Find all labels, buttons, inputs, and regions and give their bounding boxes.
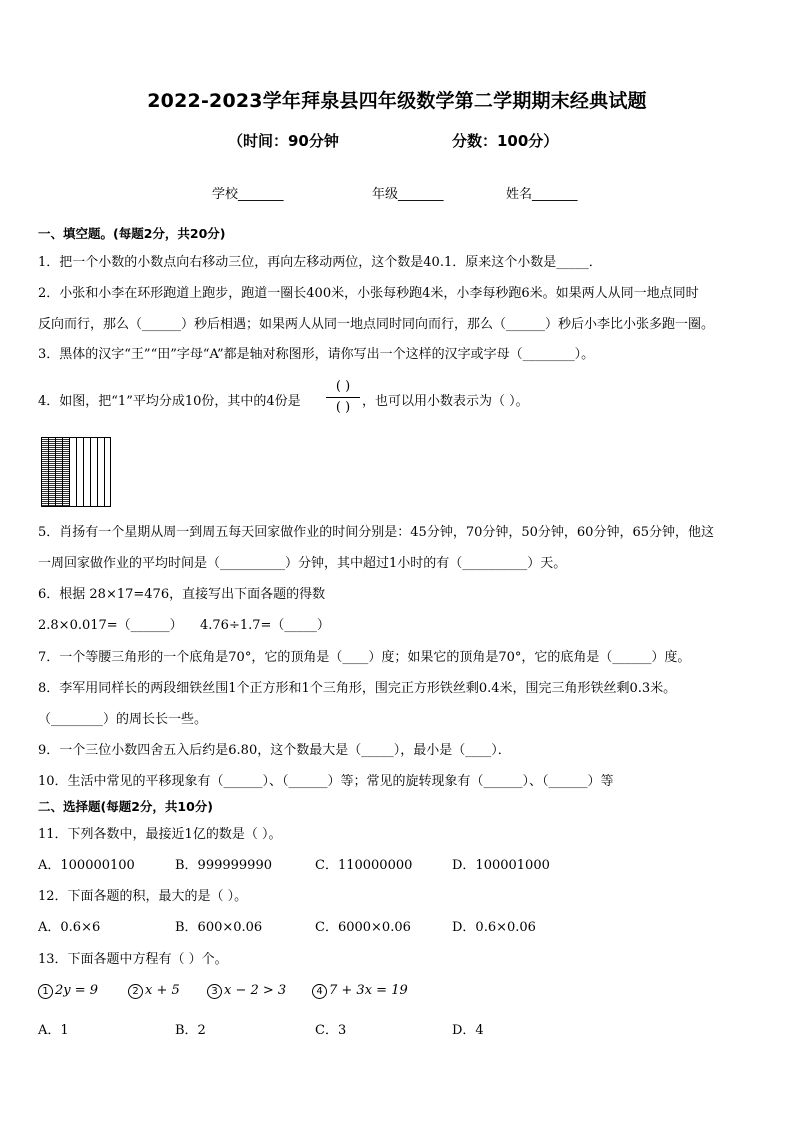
fraction-numerator: ( ) bbox=[335, 379, 351, 394]
circled-number: 1 bbox=[38, 984, 53, 999]
fraction-blank[interactable] bbox=[326, 378, 360, 417]
question-13: 13．下面各题中方程有（ ）个。 bbox=[38, 952, 228, 967]
section-heading-choice: 二、选择题(每题2分，共10分) bbox=[38, 799, 214, 814]
question-8-line-1: 8．李军用同样长的两段细铁丝围1个正方形和1个三角形，围完正方形铁丝剩0.4米，围完三角形铁丝剩0.3米。 bbox=[38, 681, 677, 696]
question-3: 3．黑体的汉字“王”“田”字母“A”都是轴对称图形，请你写出一个这样的汉字或字母（________）。 bbox=[38, 347, 595, 362]
q11-option-c[interactable]: C．110000000 bbox=[315, 858, 413, 873]
q13-option-b[interactable]: B．2 bbox=[175, 1023, 206, 1038]
question-2-line-1: 2．小张和小李在环形跑道上跑步，跑道一圈长400米，小张每秒跑4米，小李每秒跑6米。如果两人从同一地点同时 bbox=[38, 286, 699, 301]
part-divider bbox=[84, 438, 91, 506]
page-title: 2022-2023学年拜泉县四年级数学第二学期期末经典试题 bbox=[147, 90, 647, 112]
question-10: 10．生活中常见的平移现象有（______）、（______）等；常见的旋转现象有（______）、（______）等 bbox=[38, 774, 614, 789]
question-6a: 2.8×0.017=（______） bbox=[38, 618, 183, 633]
part-divider bbox=[77, 438, 84, 506]
ten-part-figure bbox=[41, 437, 111, 507]
question-12: 12．下面各题的积，最大的是（ ）。 bbox=[38, 889, 248, 904]
circled-number: 3 bbox=[207, 984, 222, 999]
exam-score: 分数：100分） bbox=[452, 132, 559, 150]
shaded-part bbox=[42, 438, 49, 506]
q12-option-d[interactable]: D．0.6×0.06 bbox=[452, 920, 536, 935]
question-2-line-2: 反向而行，那么（______）秒后相遇；如果两人从同一地点同时同向而行，那么（______）秒后小李比小张多跑一圈。 bbox=[38, 317, 715, 332]
name-field[interactable]: 姓名_______ bbox=[506, 187, 578, 202]
circled-number: 2 bbox=[128, 984, 143, 999]
question-4-part-2: ，也可以用小数表示为（ ）。 bbox=[362, 394, 529, 409]
question-11: 11．下列各数中，最接近1亿的数是（ ）。 bbox=[38, 827, 282, 842]
shaded-part bbox=[49, 438, 56, 506]
q13-expression: 7 + 3x = 19 bbox=[329, 983, 408, 998]
exam-time: （时间：90分钟 bbox=[228, 132, 339, 150]
circled-number: 4 bbox=[312, 984, 327, 999]
grade-field[interactable]: 年级_______ bbox=[372, 187, 444, 202]
q13-option-d[interactable]: D．4 bbox=[452, 1023, 484, 1038]
question-1: 1．把一个小数的小数点向右移动三位，再向左移动两位，这个数是40.1．原来这个小数是_____． bbox=[38, 255, 602, 270]
q11-option-b[interactable]: B．999999990 bbox=[175, 858, 272, 873]
q13-option-a[interactable]: A．1 bbox=[38, 1023, 69, 1038]
q13-expression: x + 5 bbox=[145, 983, 180, 998]
question-7: 7．一个等腰三角形的一个底角是70°，它的顶角是（____）度；如果它的顶角是70°，它的底角是（______）度。 bbox=[38, 650, 691, 665]
question-5-line-1: 5．肖扬有一个星期从周一到周五每天回家做作业的时间分别是：45分钟，70分钟，50分钟，60分钟，65分钟，他这 bbox=[38, 525, 714, 540]
q11-option-d[interactable]: D．100001000 bbox=[452, 858, 550, 873]
part-divider bbox=[98, 438, 105, 506]
question-6b: 4.76÷1.7=（_____） bbox=[200, 618, 330, 633]
q13-option-c[interactable]: C．3 bbox=[315, 1023, 347, 1038]
q13-expression: x − 2 > 3 bbox=[224, 983, 287, 998]
question-6: 6．根据 28×17=476，直接写出下面各题的得数 bbox=[38, 587, 326, 602]
q13-expression: 2y = 9 bbox=[55, 983, 99, 998]
q13-item-3 bbox=[207, 983, 286, 999]
q13-item-2 bbox=[128, 983, 180, 999]
shaded-part bbox=[63, 438, 70, 506]
school-field[interactable]: 学校_______ bbox=[212, 187, 284, 202]
q13-item-4 bbox=[312, 983, 408, 999]
question-9: 9．一个三位小数四舍五入后约是6.80，这个数最大是（_____），最小是（____）． bbox=[38, 743, 511, 758]
question-4-part-1: 4．如图，把“1”平均分成10份，其中的4份是 bbox=[38, 394, 301, 409]
part-divider bbox=[70, 438, 77, 506]
question-5-line-2: 一周回家做作业的平均时间是（__________）分钟，其中超过1小时的有（__________）天。 bbox=[38, 556, 567, 571]
q12-option-a[interactable]: A．0.6×6 bbox=[38, 920, 101, 935]
part-divider bbox=[91, 438, 98, 506]
q12-option-b[interactable]: B．600×0.06 bbox=[175, 920, 263, 935]
fraction-bar bbox=[326, 397, 360, 398]
q13-item-1 bbox=[38, 983, 98, 999]
fraction-denominator: ( ) bbox=[335, 400, 351, 415]
shaded-part bbox=[56, 438, 63, 506]
question-8-line-2: （________）的周长长一些。 bbox=[38, 712, 208, 727]
q12-option-c[interactable]: C．6000×0.06 bbox=[315, 920, 411, 935]
q11-option-a[interactable]: A．100000100 bbox=[38, 858, 135, 873]
section-heading-fill: 一、填空题。(每题2分，共20分) bbox=[38, 226, 226, 241]
